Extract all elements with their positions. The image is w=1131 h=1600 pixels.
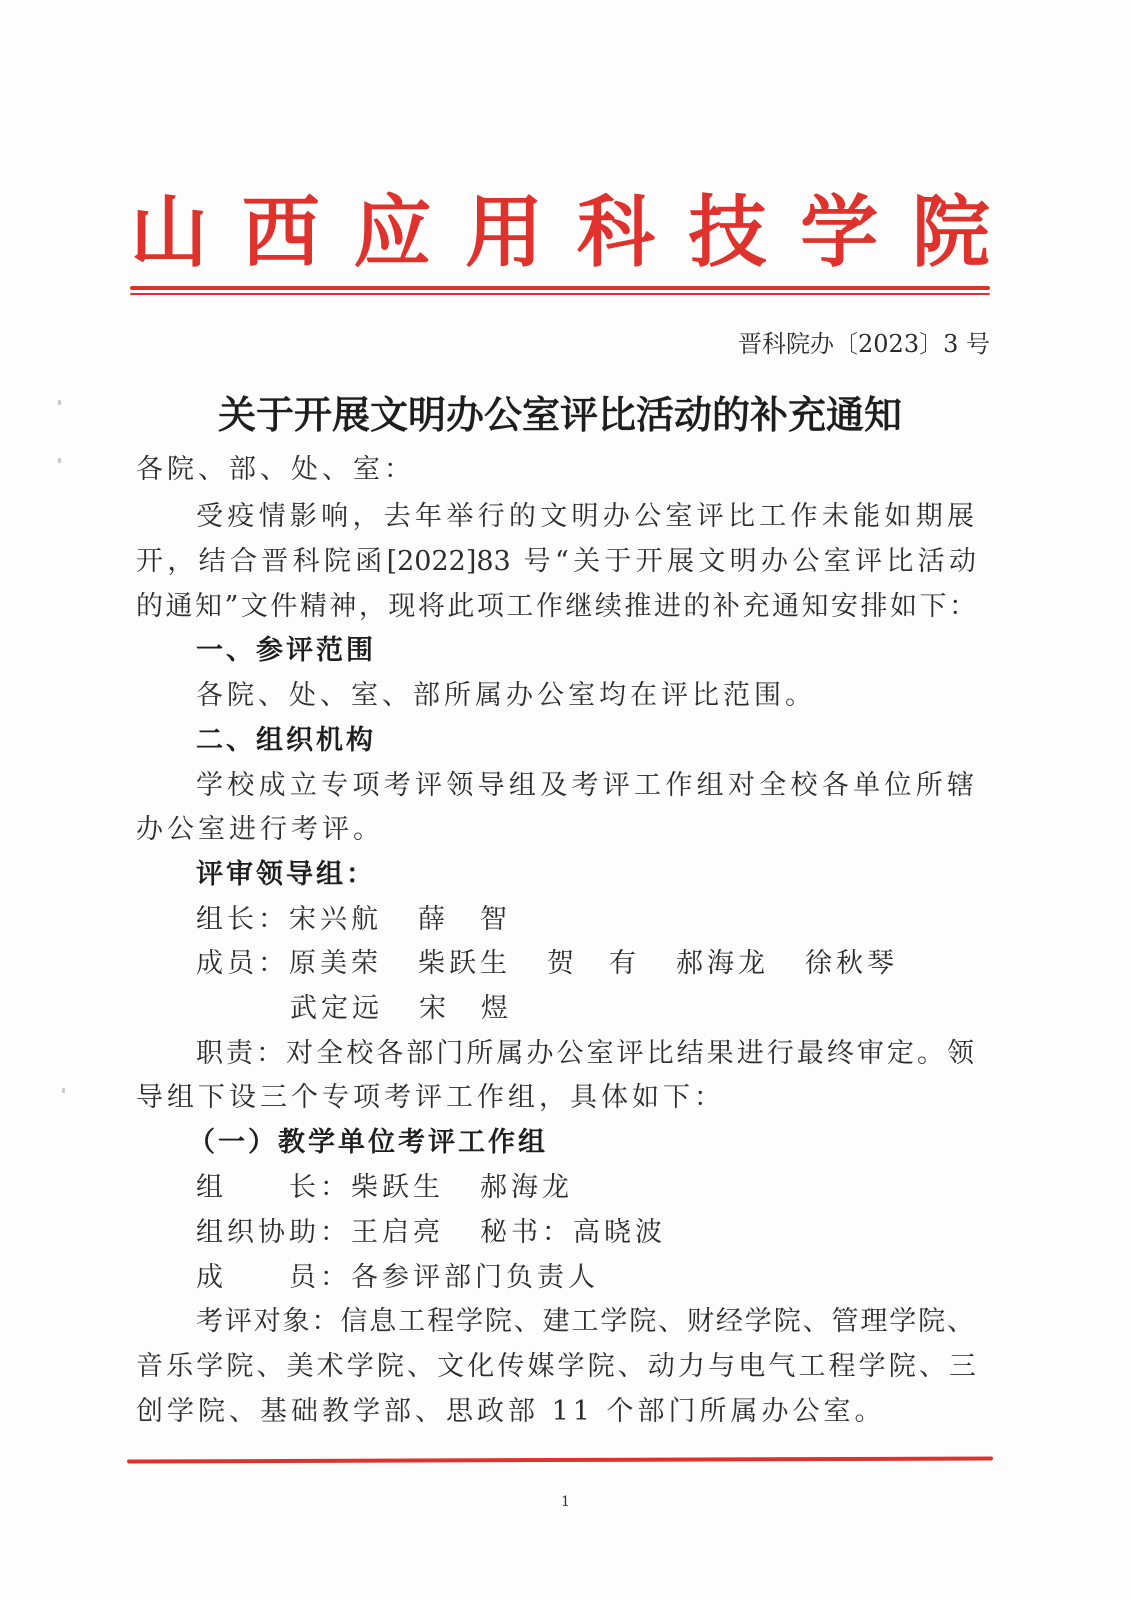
leader-label: 组 长： bbox=[196, 1172, 351, 1203]
review-group-heading: 评审领导组： bbox=[196, 859, 376, 890]
leader-name: 郝海龙 bbox=[480, 1172, 573, 1203]
header-char: 学 bbox=[800, 187, 879, 278]
subgroup-1-target-line-3: 创学院、基础教学部、思政部 11 个部门所属办公室。 bbox=[136, 1396, 886, 1427]
assist-label: 组织协助： bbox=[196, 1217, 351, 1248]
leader-name: 宋兴航 bbox=[289, 904, 382, 935]
leader-name: 柴跃生 bbox=[351, 1172, 444, 1203]
leader-label: 组长： bbox=[196, 904, 289, 935]
subgroup-1-members bbox=[196, 1264, 635, 1291]
review-group-members-row-2 bbox=[290, 995, 548, 1022]
header-char: 技 bbox=[688, 187, 767, 278]
header-red-rule-thin bbox=[130, 293, 990, 295]
header-char: 山 bbox=[130, 187, 209, 278]
review-group-leaders bbox=[196, 906, 547, 933]
header-char: 应 bbox=[353, 187, 432, 278]
document-number: 晋科院办〔2023〕3 号 bbox=[738, 330, 990, 358]
member-name: 徐秋琴 bbox=[805, 948, 898, 979]
section-1-text: 各院、处、室、部所属办公室均在评比范围。 bbox=[196, 680, 816, 711]
scan-speck bbox=[58, 458, 61, 463]
intro-line-3: 的通知”文件精神，现将此项工作继续推进的补充通知安排如下： bbox=[136, 591, 976, 622]
duty-line-1: 职责：对全校各部门所属办公室评比结果进行最终审定。领 bbox=[196, 1038, 974, 1069]
secretary-label: 秘书： bbox=[480, 1217, 573, 1248]
member-name: 原美荣 bbox=[289, 948, 382, 979]
header-char: 西 bbox=[241, 187, 320, 278]
subgroup-1-leaders bbox=[196, 1174, 609, 1201]
subgroup-1-target-line-1: 考评对象：信息工程学院、建工学院、财经学院、管理学院、 bbox=[196, 1306, 974, 1337]
member-label: 成 员： bbox=[196, 1262, 351, 1293]
scan-speck bbox=[62, 1088, 65, 1093]
header-char: 院 bbox=[911, 187, 990, 278]
member-label: 成员： bbox=[196, 948, 289, 979]
intro-line-2: 开，结合晋科院函[2022]83 号“关于开展文明办公室评比活动 bbox=[136, 546, 976, 577]
header-char: 用 bbox=[465, 187, 544, 278]
header-red-rule bbox=[130, 286, 990, 290]
subgroup-1-assist bbox=[196, 1219, 702, 1246]
page-number: 1 bbox=[561, 1494, 570, 1510]
section-2-line-2: 办公室进行考评。 bbox=[136, 814, 384, 845]
member-name: 柴跃生 bbox=[418, 948, 511, 979]
subgroup-1-heading: （一）教学单位考评工作组 bbox=[188, 1127, 548, 1158]
header-char: 科 bbox=[576, 187, 655, 278]
review-group-members bbox=[196, 950, 934, 977]
subgroup-1-target-line-2: 音乐学院、美术学院、文化传媒学院、动力与电气工程学院、三 bbox=[136, 1351, 976, 1382]
institution-name-header bbox=[130, 188, 990, 278]
member-name: 贺 有 bbox=[547, 948, 640, 979]
intro-line-1: 受疫情影响，去年举行的文明办公室评比工作未能如期展 bbox=[196, 501, 974, 532]
document-title: 关于开展文明办公室评比活动的补充通知 bbox=[217, 393, 902, 437]
duty-line-2: 导组下设三个专项考评工作组，具体如下： bbox=[136, 1082, 725, 1113]
assist-name: 王启亮 bbox=[351, 1217, 444, 1248]
member-name: 郝海龙 bbox=[676, 948, 769, 979]
section-2-heading: 二、组织机构 bbox=[196, 725, 376, 756]
member-name: 武定远 bbox=[290, 993, 383, 1024]
leader-name: 薛 智 bbox=[418, 904, 511, 935]
member-name: 宋 煜 bbox=[419, 993, 512, 1024]
salutation: 各院、部、处、室： bbox=[136, 454, 415, 485]
section-1-heading: 一、参评范围 bbox=[196, 635, 376, 666]
footer-red-rule bbox=[127, 1456, 993, 1463]
scan-speck bbox=[58, 400, 61, 405]
secretary-name: 高晓波 bbox=[573, 1217, 666, 1248]
section-2-line-1: 学校成立专项考评领导组及考评工作组对全校各单位所辖 bbox=[196, 770, 974, 801]
member-text: 各参评部门负责人 bbox=[351, 1262, 599, 1293]
